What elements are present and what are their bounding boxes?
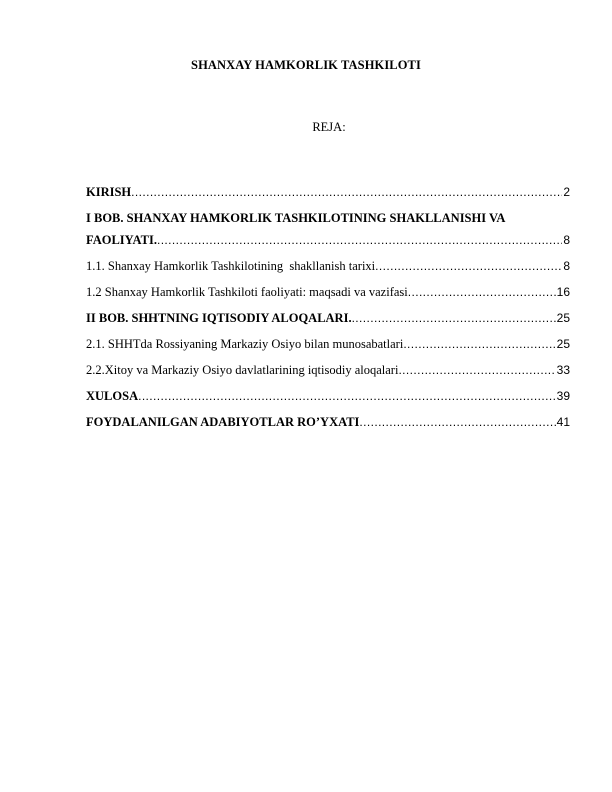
toc-entry-text: 1.2 Shanxay Hamkorlik Tashkiloti faoliyati: maqsadi va vazifasi xyxy=(86,285,408,299)
toc-dot-leader xyxy=(403,337,555,351)
toc-dot-leader xyxy=(408,285,556,299)
toc-page-number: 33 xyxy=(556,363,570,377)
toc-page-number: 8 xyxy=(563,233,570,247)
toc-page-number: 39 xyxy=(556,389,570,403)
toc-page-number: 16 xyxy=(556,285,570,299)
toc-entry-text: KIRISH xyxy=(86,185,132,199)
toc-dot-leader xyxy=(131,185,562,199)
toc-dot-leader xyxy=(138,389,556,403)
toc-dot-leader xyxy=(398,363,555,377)
toc-entry-text: 2.1. SHHTda Rossiyaning Markaziy Osiyo bilan munosabatlari xyxy=(86,337,404,351)
toc-entry-1-1[interactable] xyxy=(86,259,570,275)
toc-entry-text: FAOLIYATI. xyxy=(86,233,157,247)
toc-dot-leader xyxy=(359,415,555,429)
toc-entry-adabiyotlar[interactable] xyxy=(86,415,570,431)
plan-heading: REJA: xyxy=(312,120,346,134)
toc-entry-text: 2.2.Xitoy va Markaziy Osiyo davlatlarining iqtisodiy aloqalari xyxy=(86,363,399,377)
toc-page-number: 25 xyxy=(556,311,570,325)
toc-entry-text: 1.1. Shanxay Hamkorlik Tashkilotining shakllanish tarixi xyxy=(86,259,376,273)
toc-entry-2-1[interactable] xyxy=(86,337,570,353)
table-of-contents xyxy=(86,185,570,441)
toc-entry-text: XULOSA xyxy=(86,389,139,403)
toc-entry-xulosa[interactable] xyxy=(86,389,570,405)
toc-entry-kirish[interactable] xyxy=(86,185,570,201)
toc-entry-text: II BOB. SHHTNING IQTISODIY ALOQALARI. xyxy=(86,311,352,325)
document-title: SHANXAY HAMKORLIK TASHKILOTI xyxy=(191,58,421,72)
toc-entry-text: FOYDALANILGAN ADABIYOTLAR RO’YXATI xyxy=(86,415,360,429)
toc-page-number: 8 xyxy=(563,259,570,273)
toc-entry-2-2[interactable] xyxy=(86,363,570,379)
toc-entry-bob1-heading: I BOB. SHANXAY HAMKORLIK TASHKILOTINING SHAKLLANISHI VA xyxy=(86,211,506,225)
toc-dot-leader xyxy=(157,233,562,247)
toc-dot-leader xyxy=(352,311,556,325)
toc-dot-leader xyxy=(375,259,562,273)
toc-entry-1-2[interactable] xyxy=(86,285,570,301)
toc-page-number: 25 xyxy=(556,337,570,351)
toc-page-number: 2 xyxy=(563,185,570,199)
toc-entry-bob1[interactable] xyxy=(86,233,570,249)
toc-entry-bob2[interactable] xyxy=(86,311,570,327)
toc-page-number: 41 xyxy=(556,415,570,429)
